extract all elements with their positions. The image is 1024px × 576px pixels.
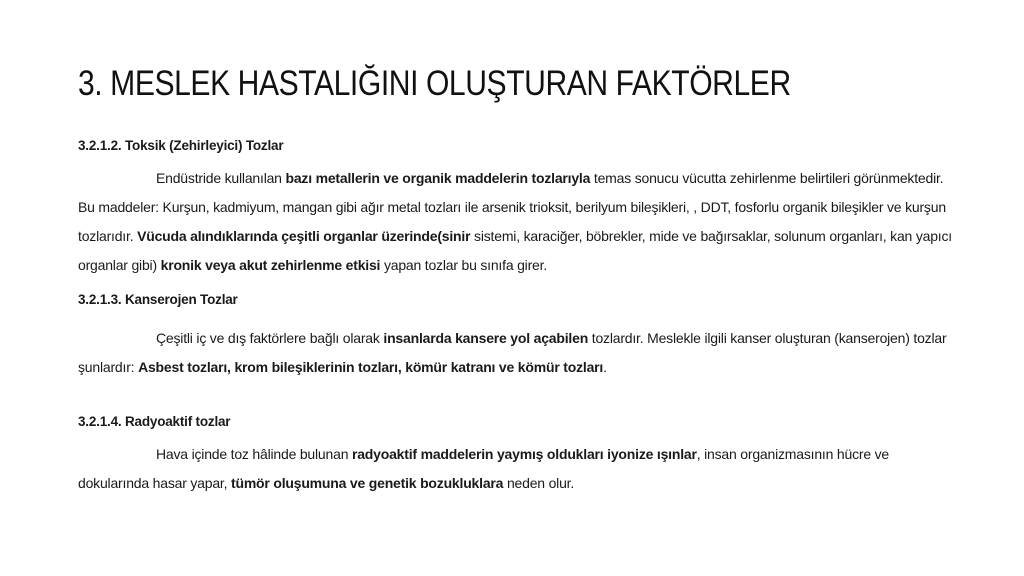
bold-text-run: radyoaktif maddelerin yaymış oldukları iyonize ışınlar (351, 446, 697, 462)
text-run: sistemi, karaciğer, böbrekler, mide ve bağırsaklar, solunum organları, kan yapıcı organlar gibi) (78, 228, 952, 273)
text-run: tozlardır. Meslekle ilgili kanser oluşturan (kanserojen) tozlar şunlardır: (78, 330, 947, 375)
paragraph-carcinogenic-dusts (78, 324, 958, 382)
section-heading-toxic-dusts: 3.2.1.2. Toksik (Zehirleyici) Tozlar (78, 138, 284, 153)
text-run: yapan tozlar bu sınıfa girer. (380, 257, 548, 273)
page-title: 3. MESLEK HASTALIĞINI OLUŞTURAN FAKTÖRLER (78, 64, 791, 103)
paragraph-radioactive-dusts (78, 440, 958, 498)
text-run: . (603, 359, 607, 375)
text-run: temas sonucu vücutta zehirlenme belirtileri görünmektedir. Bu maddeler: Kurşun, kadmiyum, mangan gibi ağır metal tozları ile arsenik trioksit, berilyum bileşikleri, , DDT, fosforlu organik bileşikler ve kurşun tozlarıdır. (78, 170, 946, 244)
slide-content (78, 136, 958, 498)
text-run: Çeşitli iç ve dış faktörlere bağlı olarak (156, 330, 384, 346)
text-run: Endüstride kullanılan (156, 170, 286, 186)
section-heading-radioactive-dusts: 3.2.1.4. Radyoaktif tozlar (78, 414, 231, 429)
bold-text-run: bazı metallerin ve organik maddelerin tozlarıyla (285, 170, 591, 186)
paragraph-toxic-dusts (78, 164, 958, 280)
section-heading-carcinogenic-dusts: 3.2.1.3. Kanserojen Tozlar (78, 292, 238, 307)
bold-text-run: Asbest tozları, krom bileşiklerinin tozları, kömür katranı ve kömür tozları (138, 359, 604, 375)
bold-text-run: Vücuda alındıklarında çeşitli organlar üzerinde(sinir (137, 228, 471, 244)
text-run: Hava içinde toz hâlinde bulunan (156, 446, 352, 462)
bold-text-run: tümör oluşumuna ve genetik bozukluklara (231, 475, 504, 491)
text-run: , insan organizmasının hücre ve dokularında hasar yapar, (78, 446, 889, 491)
bold-text-run: kronik veya akut zehirlenme etkisi (160, 257, 381, 273)
text-run: neden olur. (503, 475, 575, 491)
bold-text-run: insanlarda kansere yol açabilen (383, 330, 589, 346)
